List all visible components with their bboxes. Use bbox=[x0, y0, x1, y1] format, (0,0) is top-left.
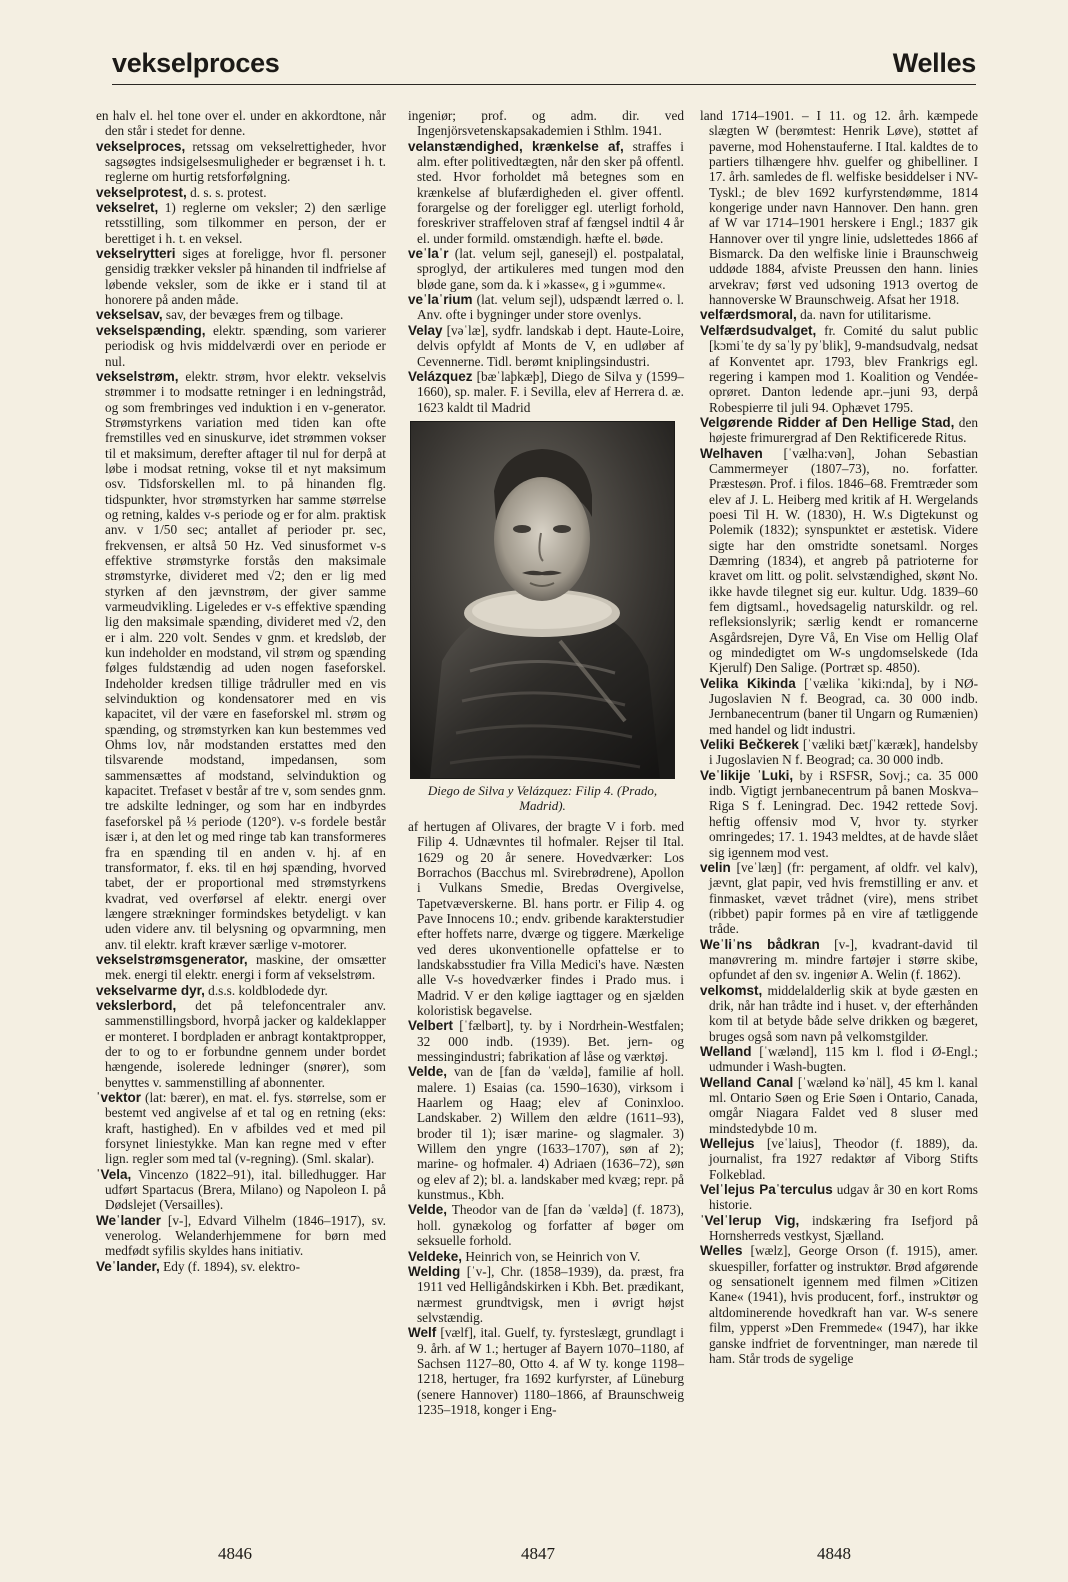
entry-headword: Velika Kikinda bbox=[700, 675, 796, 691]
dictionary-entry bbox=[700, 446, 978, 676]
entry-text: (lat. velum sejl), udspændt lærred o. l. Anv. ofte i bygninger under store ovenlys. bbox=[417, 292, 684, 323]
entry-text: [bæˈlaþkæþ], Diego de Silva y (1599–1660), sp. maler. F. i Sevilla, elev af Herrera d. æ. 1623 kaldt til Madrid bbox=[417, 368, 684, 415]
dictionary-entry bbox=[96, 246, 386, 307]
entry-headword: vekselprotest, bbox=[96, 184, 187, 200]
page-number-center: 4847 bbox=[521, 1544, 555, 1563]
entry-headword: Welding bbox=[408, 1263, 461, 1279]
entry-headword: vekselrytteri bbox=[96, 246, 176, 262]
entry-headword: Veˈlikije ˈLuki, bbox=[700, 767, 794, 783]
entry-headword: vekselsav, bbox=[96, 307, 163, 323]
dictionary-entry bbox=[96, 1213, 386, 1259]
dictionary-entry bbox=[408, 323, 684, 369]
dictionary-entry bbox=[700, 1136, 978, 1182]
page-number-left: 4846 bbox=[218, 1544, 252, 1563]
entry-text: udgav år 30 en kort Roms historie. bbox=[709, 1182, 978, 1213]
dictionary-entry bbox=[700, 415, 978, 446]
dictionary-entry bbox=[408, 1018, 684, 1064]
entry-text: en halv el. hel tone over el. under en akkordtone, når den står i stedet for denne. bbox=[96, 108, 386, 139]
dictionary-entry bbox=[96, 998, 386, 1090]
entry-headword: Velde, bbox=[408, 1202, 448, 1218]
entry-headword: Velázquez bbox=[408, 368, 473, 384]
entry-text: d.s.s. koldblodede dyr. bbox=[204, 982, 328, 998]
dictionary-entry bbox=[700, 108, 978, 307]
dictionary-entry bbox=[700, 937, 978, 983]
entry-text: [ˈfælbərt], ty. by i Nordrhein-Westfalen; 32 000 indb. (1939). Bet. jern- og messingindustri; fabrikation af låse og værktøj. bbox=[417, 1018, 684, 1065]
entry-headword: Welf bbox=[408, 1325, 437, 1341]
entry-text: maskine, der omsætter mek. energi til elektr. energi i form af vekselstrøm. bbox=[105, 951, 386, 983]
running-header bbox=[112, 44, 976, 85]
column-4848 bbox=[700, 108, 978, 1366]
entry-text: [ˈvælika ˈkiki:nda], by i NØ-Jugoslavien N f. Beograd, ca. 30 000 indb. Jernbanecentrum (baner til Ungarn og Rumænien) med handel og lidt industri. bbox=[709, 675, 978, 737]
entry-headword: vekselret, bbox=[96, 200, 159, 216]
entry-headword: Velˈlejus Paˈterculus bbox=[700, 1182, 833, 1198]
entry-text: (lat. velum sejl, ganesejl) el. postpalatal, sproglyd, der artikuleres med tungen mod den bløde gane, som da. k i »kasse«, g i »gumme«. bbox=[417, 246, 684, 292]
entry-text: [ˈv-], Chr. (1858–1939), da. præst, fra 1911 ved Helligåndskirken i Kbh. Bet. prædikant, nærmest grundtvigsk, men i øvrigt højst selvstændig. bbox=[417, 1263, 684, 1325]
entry-text: sav, der bevæges frem og tilbage. bbox=[162, 307, 344, 323]
column-4846 bbox=[96, 108, 386, 1274]
entry-headword: Veldeke, bbox=[408, 1248, 463, 1264]
dictionary-entry bbox=[96, 1167, 386, 1213]
entry-text: [wælz], George Orson (f. 1915), amer. skuespiller, forfatter og instruktør. Brød afgørende og sensationelt igennem med filmen »Citizen Kane« (1941), hvis producent, forf., instruktør og altdominerende hovedkraft han var. W-s senere film, ypperst »Den Fremmede« (1947), har ikke ganske indfriet de forventninger, man nærede til ham. Står trods de sygelige bbox=[709, 1243, 978, 1366]
entry-headword: Welland bbox=[700, 1043, 752, 1059]
entry-headword: velin bbox=[700, 859, 731, 875]
dictionary-entry bbox=[408, 1325, 684, 1417]
entry-headword: vekselspænding, bbox=[96, 322, 206, 338]
entry-headword: ˈVela, bbox=[96, 1166, 132, 1182]
dictionary-entry bbox=[96, 1259, 386, 1274]
entry-text: [vəˈlæ], sydfr. landskab i dept. Haute-Loire, delvis opfyldt af Monts de V, en udløber af Cevennerne. Tidl. berømt kniplingsindustri. bbox=[417, 322, 684, 369]
dictionary-entry bbox=[408, 819, 684, 1018]
dictionary-entry bbox=[700, 676, 978, 737]
dictionary-entry bbox=[700, 1044, 978, 1075]
dictionary-entry bbox=[96, 200, 386, 246]
entry-headword: veˈlaˈrium bbox=[408, 292, 473, 308]
entry-headword: ˈVelˈlerup Vig, bbox=[700, 1212, 800, 1228]
portrait-image bbox=[410, 421, 675, 779]
dictionary-entry bbox=[408, 1202, 684, 1248]
entry-text: Vincenzo (1822–91), ital. billedhugger. Har udført Spartacus (Brera, Milano) og Napoleon I. på Dødslejet (Versailles). bbox=[105, 1166, 386, 1213]
entry-headword: Wellejus bbox=[700, 1136, 755, 1152]
entry-text: ingeniør; prof. og adm. dir. ved Ingenjörsvetenskapsakademien i Sthlm. 1941. bbox=[408, 108, 684, 139]
header-first-entry: vekselproces bbox=[112, 48, 280, 78]
entry-text: [vælf], ital. Guelf, ty. fyrsteslægt, grundlagt i 9. årh. af W 1.; hertuger af Bayern 1070–1180, af Sachsen 1127–80, Otto 4. af W ty. konge 1198–1218, hertuger, fra 1692 kurfyrster, af Lüneburg (senere Hannover) 1180–1866, af Braunschweig 1235–1918, konger i Eng- bbox=[417, 1325, 684, 1417]
dictionary-entry bbox=[96, 307, 386, 322]
dictionary-entry bbox=[700, 323, 978, 415]
entry-text: d. s. s. protest. bbox=[186, 184, 267, 200]
entry-headword: vekselproces, bbox=[96, 138, 186, 154]
entry-headword: veˈlaˈr bbox=[408, 246, 449, 262]
entry-text: siges at foreligge, hvor fl. personer gensidig trækker veksler på hinanden til indfrielse af løbende veksler, som de ikke er i stand til at honorere på anden måde. bbox=[105, 246, 386, 308]
entry-headword: velanstændighed, krænkelse af, bbox=[408, 138, 624, 154]
dictionary-entry bbox=[408, 292, 684, 323]
entry-text: det på telefoncentraler anv. sammenstillingsbord, hvorpå jacker og kaldeklapper er monteret. I bordpladen er anbragt kontaktpropper, der to og to er forbundne gennem under bordet hængende, isolerede ledninger (snører), som benyttes v. sammenstilling af abonnenter. bbox=[105, 997, 386, 1090]
dictionary-entry bbox=[700, 1075, 978, 1136]
dictionary-entry bbox=[408, 108, 684, 139]
entry-headword: Veˈlander, bbox=[96, 1258, 160, 1274]
entry-text: [v-], kvadrant-david til manøvrering m. mindre fartøjer i større skibe, opfundet af den sv. ingeniør A. Welin (f. 1862). bbox=[709, 936, 978, 983]
entry-text: middelalderlig skik at byde gæsten en drik, når han trådte ind i huset. v, der efterhånden kom til at betyde både selve drikken og bægeret, bruges også som navn på velkomstgilder. bbox=[709, 982, 978, 1044]
portrait-figure bbox=[410, 421, 675, 813]
dictionary-entry bbox=[96, 983, 386, 998]
entry-text: da. navn for utilitarisme. bbox=[796, 307, 932, 323]
entry-headword: Velfærdsudvalget, bbox=[700, 322, 817, 338]
entry-text: [ˈwælənd kəˈnäl], 45 km l. kanal ml. Ontario Søen og Erie Søen i Ontario, Canada, omgår Niagara Faldet ved 8 sluser med mindstedybde 10 m. bbox=[709, 1074, 978, 1136]
page-number-right: 4848 bbox=[817, 1544, 851, 1563]
entry-headword: Weˈliˈns bådkran bbox=[700, 936, 820, 952]
entry-text: [ˈvælha:vən], Johan Sebastian Cammermeyer (1807–73), no. forfatter. Præstesøn. Prof. i filos. 1846–68. Fremtræder som elev af J. L. Heiberg med kritik af H. Wergelands poesi Til H. W. (1830), H. W.s Digtekunst og Polemik (1832); synspunktet er æstetisk. Videre sigte har den omstridte sonetsaml. Norges Dæmring (1834), et angreb på patrioterne for kravet om litt. og polit. selvstændighed, skønt No. ikke havde tilegnet sig eur. kultur. Udg. 1839–60 fem digtsaml., hovedsagelig naturskildr. og rel. refleksionslyrik; særlig kendt er romancerne Asgårdsrejen, Dyre Vå, En Vise om Hellig Olaf og mindedigtet om W-s ungdomselskede (Ida Kjerulf) Den Salige. (Portræt sp. 4850). bbox=[709, 445, 978, 676]
entry-headword: velkomst, bbox=[700, 982, 763, 998]
dictionary-entry bbox=[96, 369, 386, 952]
dictionary-entry bbox=[700, 860, 978, 937]
entry-text: retssag om vekselrettigheder, hvor sagsøgtes indsigelsesmuligheder er begrænset i h. t. reglerne om hurtig retsforfølgning. bbox=[105, 138, 386, 185]
dictionary-entry bbox=[96, 185, 386, 200]
entry-text: van de [fan də ˈvældə], familie af holl. malere. 1) Esaias (ca. 1590–1630), virksom i Haarlem og Haag; elev af Coninxloo. Landskaber. 2) Willem den ældre (1611–93), broder til 1); især marine- og slagmaler. 3) Willem den yngre (1633–1707), søn af 2); marine- og hofmaler. 4) Adriaen (1636–72), søn og elev af 2); bl. a. landskaber med kvæg; repr. på kunstmus., Kbh. bbox=[417, 1064, 684, 1203]
entry-headword: Velay bbox=[408, 322, 443, 338]
entry-text: elektr. spænding, som varierer periodisk og hvis middelværdi over en periode er nul. bbox=[105, 322, 386, 369]
entry-text: [veˈlæŋ] (fr: pergament, af oldfr. vel kalv), jævnt, glat papir, ved hvis fremstilling er anv. et finmasket, vævet trådnet (vire), mens stribet (ribbet) papir formes på en vire af tætliggende tråde. bbox=[709, 859, 978, 937]
entry-text: [ˈwælənd], 115 km l. flod i Ø-Engl.; udmunder i Wash-bugten. bbox=[709, 1043, 978, 1075]
dictionary-entry bbox=[408, 1264, 684, 1325]
dictionary-entry bbox=[700, 1243, 978, 1366]
entry-text: [veˈlaius], Theodor (f. 1889), da. journalist, fra 1927 redaktør af Viborg Stifts Folkeblad. bbox=[709, 1136, 978, 1182]
dictionary-entry bbox=[700, 1182, 978, 1213]
entry-headword: Velgørende Ridder af Den Hellige Stad, bbox=[700, 414, 955, 430]
entry-text: fr. Comité du salut public [kɔmiˈte dy saˈly pyˈblik], 9-mandsudvalg, nedsat af Konventet apr. 1793, blev Frankrigs egl. regering i kampen mod 1. Koalition og Vendée-oprøret. Danton ledende apr.–juni 93, derpå Robespierre til juli 94. Ophævet 1795. bbox=[709, 322, 978, 415]
entry-headword: vekslerbord, bbox=[96, 997, 177, 1013]
entry-headword: Velde, bbox=[408, 1064, 448, 1080]
entry-text: Edy (f. 1894), sv. elektro- bbox=[159, 1258, 300, 1274]
dictionary-entry bbox=[408, 139, 684, 246]
entry-text: den højeste frimurergrad af Den Rektificerede Ritus. bbox=[709, 414, 978, 446]
entry-text: elektr. strøm, hvor elektr. vekselvis strømmer i to modsatte retninger i en ledningstråd, og som frembringes ved induktion i en v-generator. Strømstyrkens variation med tiden kan ofte fremstilles ved en sinuskurve, idet strømmen vokser til et maksimum, derefter aftager til nul for derpå at løbe i modsat retning, vokse til et nyt maksimum osv. Tidsforskellen ml. to på hinanden flg. tidspunkter, hvor strømstyrken har samme størrelse og retning, kaldes v-s periode og er for alm. praktisk anv. v 1/50 sec; antallet af perioder pr. sec, frekvensen, er altså 50 Hz. Ved sinusformet v-s effektive strømstyrke forstås den maksimale strømstyrke, divideret med √2; den er lig med styrken af den jævnstrøm, der giver samme varmeudvikling. Ligeledes er v-s effektive spænding lig den maksimale spænding, divideret med √2, den er i alm. 220 volt. Sendes v gnm. et kredsløb, der kun indeholder en modstand, vil strøm og spænding følges fuldstændig ad uden nogen faseforskel. Indeholder kredsen tillige trådruller med en vis selvinduktion og kondensatorer med en vis kapacitet, vil der være en faseforskel ml. strøm og spænding, og strømstyrken kan kun bestemmes ved Ohms lov, når modstanden erstattes med den tilsvarende modstand, impedansen, som sammensættes af modstand, selvinduktion og kapacitet. Trefaset v består af tre v, som sendes gnm. tre adskilte ledninger, og som har en indbyrdes faseforskel på ⅓ periode (120°). v-s fordele består især i, at den let og med ringe tab kan transformeres fra en spænding til en anden v. hj. af en transformator, f. eks. til en høj spænding, hvorved tabet, der er proportional med strømstyrkens kvadrat, ved overførsel af elektr. energi over længere strækninger formindskes betydeligt. v kan uden videre anv. til belysning og opvarmning, men anv. til elektr. kraft kræver særlige v-motorer. bbox=[105, 368, 386, 952]
dictionary-entry bbox=[700, 1213, 978, 1244]
entry-headword: Welles bbox=[700, 1243, 743, 1259]
entry-text: (lat: bærer), en mat. el. fys. størrelse, som er bestemt ved angivelse af et tal og en retning (eks: kraft, hastighed). En v afbildes ved et med pil forsynet liniestykke. Man kan regne med v efter lign. regler som med tal (v-regning). (Sml. skalar). bbox=[105, 1090, 386, 1167]
entry-text: af hertugen af Olivares, der bragte V i forb. med Filip 4. Udnævntes til hofmaler. Rejser til Ital. 1629 og 20 år senere. Hovedværker: Los Borrachos (Bacchus ml. Svirebrødrene), Apollon i Vulkans Smedie, Bredas Overgivelse, Tapetvæverskerne. Bl. hans portr. er Filip 4. og Pave Innocens 10.; endv. gribende karakterstudier efter hoffets narre, dværge og tiggere. Mærkelige ved deres ukonventionelle opfattelse er to landskabsstudier fra Villa Medici's have. Næsten alle V-s hovedværker findes i Prado mus. i Madrid. V er den kølige iagttager og en sjælden koloristisk begavelse. bbox=[408, 818, 684, 1018]
dictionary-entry bbox=[96, 323, 386, 369]
entry-headword: vekselstrømsgenerator, bbox=[96, 951, 248, 967]
dictionary-entry bbox=[700, 983, 978, 1044]
entry-text: straffes i alm. efter politivedtægten, når den sker på offentl. sted. Hvor forholdet må betegnes som en krænkelse af blufærdigheden el. giver offentl. forargelse og der foreligger egl. uterligt forhold, foreskriver straffeloven straf af fængsel indtil 4 år el. under formild. omstændigh. hæfte el. bøde. bbox=[417, 138, 684, 246]
entry-headword: velfærdsmoral, bbox=[700, 307, 797, 323]
entry-headword: Welland Canal bbox=[700, 1074, 794, 1090]
dictionary-entry bbox=[408, 1064, 684, 1202]
entry-headword: Welhaven bbox=[700, 445, 763, 461]
dictionary-entry bbox=[408, 246, 684, 292]
dictionary-entry bbox=[408, 1249, 684, 1264]
dictionary-entry bbox=[700, 768, 978, 860]
entry-headword: vekselstrøm, bbox=[96, 368, 179, 384]
entry-headword: Velbert bbox=[408, 1018, 454, 1034]
dictionary-entry bbox=[96, 108, 386, 139]
entry-text: Heinrich von, se Heinrich von V. bbox=[462, 1248, 641, 1264]
entry-text: [ˈvæliki bætʃˈkæræk], handelsby i Jugoslavien N f. Beograd; ca. 30 000 indb. bbox=[709, 737, 978, 768]
entry-headword: Weˈlander bbox=[96, 1212, 162, 1228]
entry-headword: vekselvarme dyr, bbox=[96, 982, 205, 998]
dictionary-entry bbox=[96, 1090, 386, 1167]
entry-headword: ˈvektor bbox=[96, 1090, 142, 1105]
dictionary-entry bbox=[96, 139, 386, 185]
entry-text: 1) reglerne om veksler; 2) den særlige retsstilling, som tilkommer en person, der er berettiget i h. t. en veksel. bbox=[105, 200, 386, 246]
header-last-entry: Welles bbox=[892, 48, 976, 78]
entry-text: land 1714–1901. – I 11. og 12. årh. kæmpede slægten W (berømtest: Henrik Løve), støttet af paverne, mod Hohenstauferne. I Ital. kaldtes de to partiers tilhængere hhv. guelfer og ghibelliner. I 17. årh. samledes de fl. welfiske besiddelser i NV-Tyskl.; de blev 1692 kurfyrstendømme, 1814 kongerige under navn Hannover. Den hann. gren af W var 1714–1901 herskere i Engl.; 1837 gik Hannover over til yngre linie, udslettedes 1866 af Bismarck. Da den welfiske linie i Braunschweig uddøde 1884, afviste Preussen den hann. linies arvekrav; først ved udsoning 1913 overtog de hannoverske W Braunschweig. Afsat her 1918. bbox=[700, 108, 978, 308]
dictionary-entry bbox=[96, 952, 386, 983]
entry-text: Theodor van de [fan də ˈvældə] (f. 1873), holl. gynækolog og forfatter af bøger om seksuelle forhold. bbox=[417, 1202, 684, 1249]
dictionary-entry bbox=[700, 737, 978, 768]
entry-headword: Veliki Bečkerek bbox=[700, 737, 799, 753]
entry-text: indskæring fra Isefjord på Hornsherreds vestkyst, Sjælland. bbox=[709, 1212, 979, 1244]
portrait-caption: Diego de Silva y Velázquez: Filip 4. (Prado, Madrid). bbox=[427, 782, 658, 813]
column-4847 bbox=[408, 108, 684, 1417]
dictionary-entry bbox=[700, 307, 978, 322]
dictionary-entry bbox=[408, 369, 684, 415]
entry-text: by i RSFSR, Sovj.; ca. 35 000 indb. Vigtigt jernbanecentrum på banen Moskva–Riga S f. Leningrad. Dec. 1942 rettede Sovj. heftig offensiv mod V, hvor ty. styrker omringedes; 17. 1. 1943 meldtes, at de havde slået sig igennem mod vest. bbox=[709, 767, 978, 860]
entry-text: [v-], Edvard Vilhelm (1846–1917), sv. venerolog. Welanderhjemmene for børn med medfødt syfilis skyldes hans initiativ. bbox=[105, 1212, 386, 1259]
